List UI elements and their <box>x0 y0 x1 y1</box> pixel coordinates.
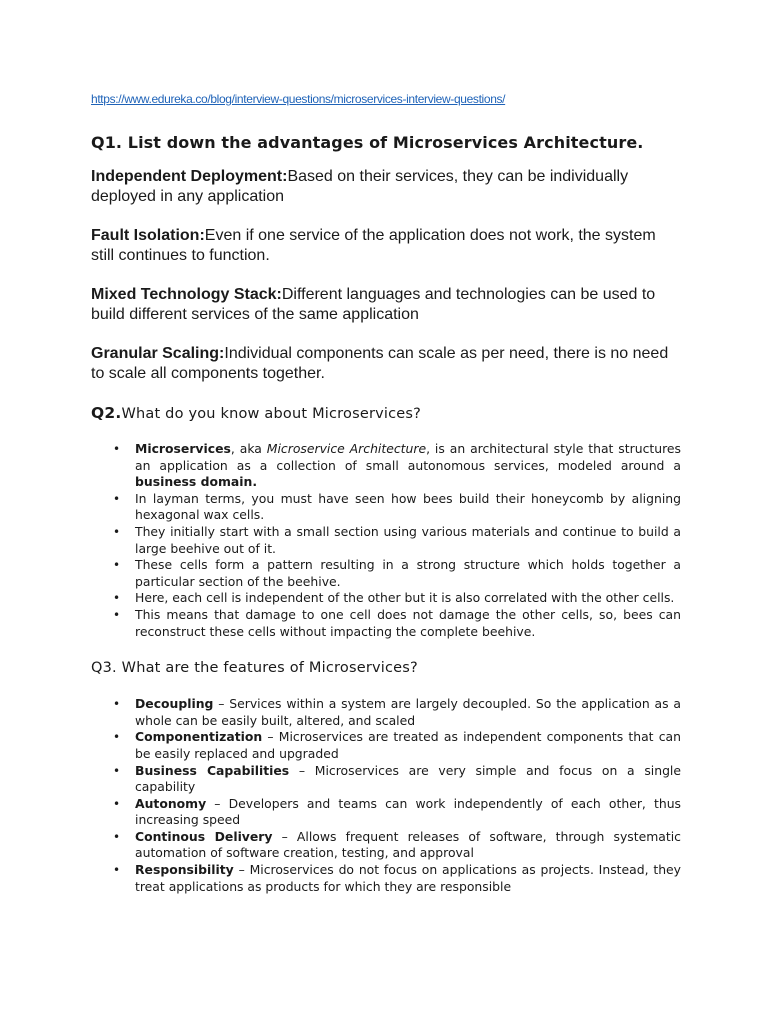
inline-text: , aka <box>230 441 267 456</box>
advantage-item <box>91 344 681 384</box>
advantage-text: Individual components can scale as per need, there is no need to scale all components together. <box>91 345 669 382</box>
bullet-icon: • <box>113 730 121 745</box>
inline-text: , is an architectural style that structures an application as a collection of small autonomous services, modeled around a <box>135 441 681 473</box>
feature-label: Responsibility <box>135 862 234 878</box>
term-microservices: Microservices <box>135 441 231 456</box>
source-link[interactable]: https://www.edureka.co/blog/interview-questions/microservices-interview-questions/ <box>91 92 506 106</box>
feature-text: – Allows frequent releases of software, through systematic automation of software creation, testing, and approval <box>135 828 681 861</box>
feature-text: – Microservices are very simple and focus on a single capability <box>135 762 682 795</box>
bullet-icon: • <box>113 763 121 778</box>
advantage-label: Independent Deployment: <box>91 168 288 185</box>
q2-heading <box>91 403 681 424</box>
feature-text: – Developers and teams can work independently of each other, thus increasing speed <box>135 795 681 828</box>
list-item <box>91 729 681 762</box>
q3-heading: Q3. What are the features of Microservices? <box>91 660 418 677</box>
feature-label: Business Capabilities <box>135 762 290 778</box>
list-item <box>91 796 681 829</box>
list-item <box>91 590 681 607</box>
bullet-icon: • <box>113 524 121 539</box>
advantage-text: Different languages and technologies can be used to build different services of the same application <box>91 286 656 323</box>
advantage-item <box>91 167 681 207</box>
list-item-text: These cells form a pattern resulting in a strong structure which holds together a particular section of the beehive. <box>135 557 681 589</box>
q2-bullet-list <box>91 441 681 640</box>
feature-text: – Services within a system are largely decoupled. So the application as a whole can be easily built, altered, and scaled <box>135 696 681 728</box>
bullet-icon: • <box>113 558 121 573</box>
list-item-text: They initially start with a small section using various materials and continue to build a large beehive out of it. <box>135 523 681 556</box>
bullet-icon: • <box>113 491 121 506</box>
advantage-label: Fault Isolation: <box>91 227 205 244</box>
q3-bullet-list <box>91 696 681 895</box>
list-item-text: Here, each cell is independent of the other but it is also correlated with the other cells. <box>135 590 675 606</box>
list-item <box>91 763 681 796</box>
feature-text: – Microservices are treated as independent components that can be easily replaced and upgraded <box>135 729 681 761</box>
list-item <box>91 607 681 640</box>
list-item <box>91 491 681 524</box>
advantage-label: Granular Scaling: <box>91 345 225 362</box>
bullet-icon: • <box>113 591 121 606</box>
term-architecture: Microservice Architecture <box>266 441 427 456</box>
advantage-item <box>91 285 681 325</box>
advantage-text: Even if one service of the application does not work, the system still continues to function. <box>91 227 656 264</box>
feature-label: Decoupling <box>135 696 214 712</box>
feature-label: Componentization <box>135 729 263 745</box>
bullet-icon: • <box>113 697 121 712</box>
list-item <box>91 829 681 862</box>
list-item <box>91 441 681 491</box>
bullet-icon: • <box>113 796 121 811</box>
feature-text: – Microservices do not focus on applications as projects. Instead, they treat applications as products for which they are responsible <box>135 862 681 894</box>
bullet-icon: • <box>113 607 121 622</box>
list-item <box>91 696 681 729</box>
list-item <box>91 524 681 557</box>
q1-heading: Q1. List down the advantages of Microservices Architecture. <box>91 133 644 152</box>
feature-label: Autonomy <box>135 795 207 811</box>
feature-label: Continous Delivery <box>135 828 273 844</box>
advantage-label: Mixed Technology Stack: <box>91 286 282 303</box>
advantages-list <box>91 167 681 384</box>
list-item-text: In layman terms, you must have seen how bees build their honeycomb by aligning hexagonal wax cells. <box>135 490 681 523</box>
document-page <box>91 92 681 895</box>
term-business-domain: business domain. <box>135 474 258 490</box>
advantage-text: Based on their services, they can be individually deployed in any application <box>91 168 629 205</box>
q2-number: Q2. <box>91 404 122 422</box>
bullet-icon: • <box>113 863 121 878</box>
q2-title: What do you know about Microservices? <box>121 406 422 422</box>
list-item <box>91 862 681 895</box>
advantage-item <box>91 226 681 266</box>
bullet-icon: • <box>113 829 121 844</box>
list-item <box>91 557 681 590</box>
bullet-icon: • <box>113 442 121 456</box>
list-item-text: This means that damage to one cell does not damage the other cells, so, bees can reconstruct these cells without impacting the complete beehive. <box>135 606 681 639</box>
